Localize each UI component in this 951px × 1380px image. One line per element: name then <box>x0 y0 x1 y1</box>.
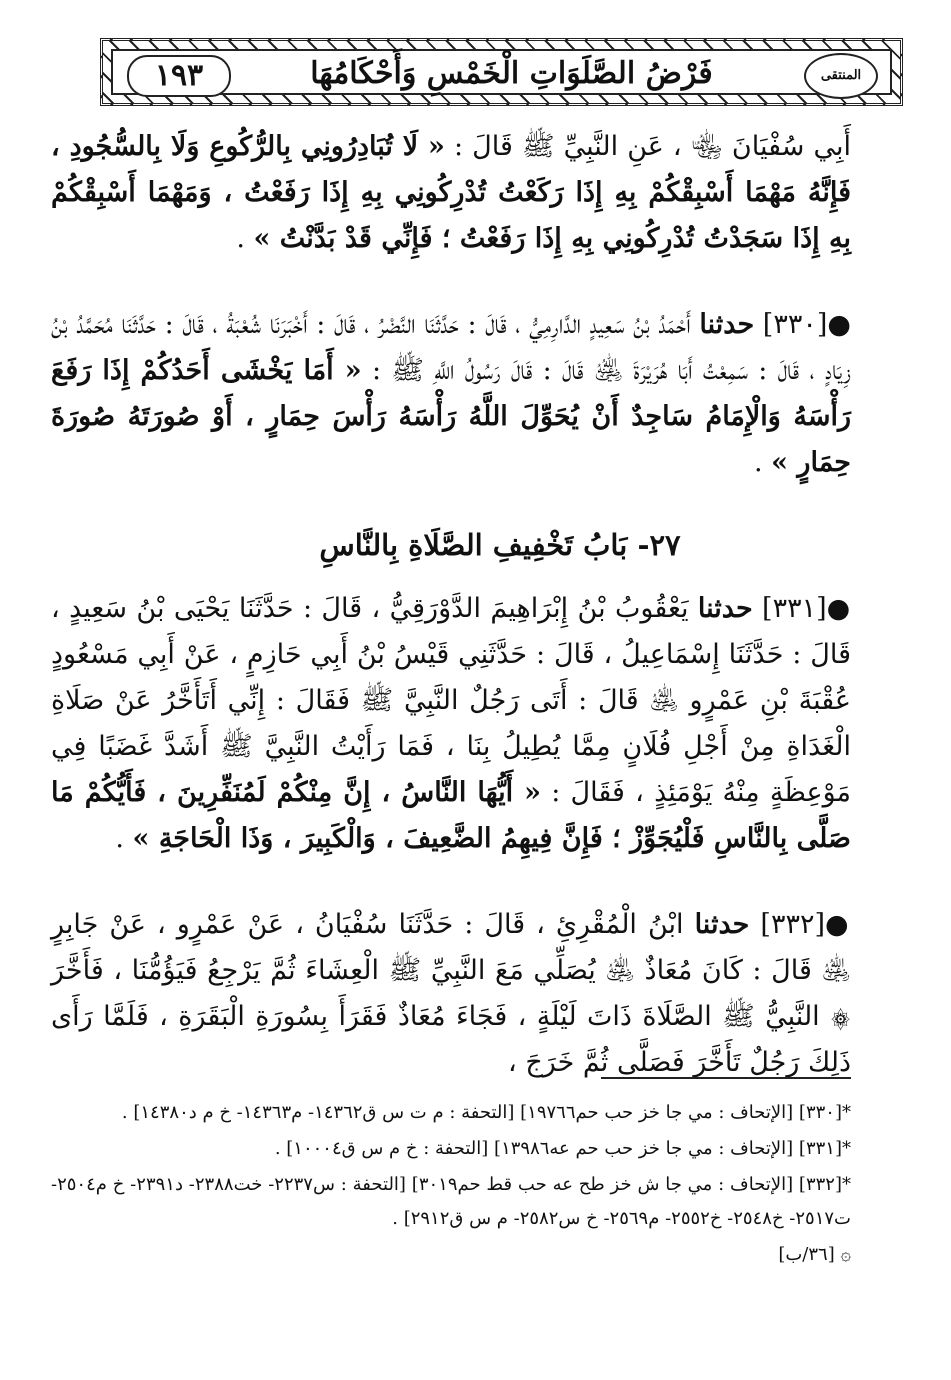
footnote-330: *[٣٣٠] [الإتحاف : مي جا خز حب حم١٩٧٦٦] [التحفة : م ت س ق١٤٣٦٢- م١٤٣٦٣- خ م د١٤٣٨٠] . <box>121 1102 851 1123</box>
footnote-divider <box>601 1077 851 1079</box>
page-number: ١٩٣ <box>127 55 231 97</box>
hadith-text: يَعْقُوبُ بْنُ إِبْرَاهِيمَ الدَّوْرَقِيُّ ، قَالَ : حَدَّثَنَا يَحْيَى بْنُ سَعِيدٍ ، قَالَ : حَدَّثَنَا إِسْمَاعِيلُ ، قَالَ : حَدَّثَنِي قَيْسُ بْنُ أَبِي حَازِمٍ ، عَنْ أَبِي مَسْعُودٍ عُقْبَةَ بْنِ عَمْرٍو ﵁ قَالَ : أَتَى رَجُلٌ النَّبِيَّ ﷺ فَقَالَ : إِنِّي أَتَأَخَّرُ عَنْ صَلَاةِ الْغَدَاةِ مِنْ أَجْلِ فُلَانٍ مِمَّا يُطِيلُ بِنَا ، فَمَا رَأَيْتُ النَّبِيَّ ﷺ أَشَدَّ غَضَبًا فِي مَوْعِظَةٍ مِنْهُ يَوْمَئِذٍ ، فَقَالَ : <box>51 593 851 808</box>
hadith-text: ابْنُ الْمُقْرِئِ ، قَالَ : حَدَّثَنَا سُفْيَانُ ، عَنْ عَمْرٍو ، عَنْ جَابِرٍ ﵁ قَالَ : كَانَ مُعَاذٌ ﵁ يُصَلِّي مَعَ النَّبِيِّ ﷺ الْعِشَاءَ ثُمَّ يَرْجِعُ فَيَؤُمُّنَا ، فَأَخَّرَ ۞ النَّبِيُّ ﷺ الصَّلَاةَ ذَاتَ لَيْلَةٍ ، فَجَاءَ مُعَاذٌ فَقَرَأَ بِسُورَةِ الْبَقَرَةِ ، فَلَمَّا رَأَى ذَلِكَ رَجُلٌ تَأَخَّرَ فَصَلَّى ثُمَّ خَرَجَ ، <box>51 909 851 1078</box>
paragraph-1 <box>51 124 851 262</box>
folio-marker: ۞ [٣٦/ب] <box>778 1244 851 1265</box>
hadith-quote: « أَيُّهَا النَّاسُ ، إِنَّ مِنْكُمْ لَمُنَفِّرِينَ ، فَأَيُّكُمْ مَا صَلَّى بِالنَّاسِ فَلْيُجَوِّزْ ؛ فَإِنَّ فِيهِمُ الضَّعِيفَ ، وَالْكَبِيرَ ، وَذَا الْحَاجَةِ » <box>51 777 851 854</box>
footnote-332: *[٣٣٢] [الإتحاف : مي جا ش خز طح عه حب قط حم٣٠١٩] [التحفة : س٢٢٣٧- خت٢٣٨٨- د٢٣٩١- خ م٢٥٠٤- ت٢٥١٧- خ٢٥٤٨- خ٢٥٥٢- م٢٥٦٩- خ س٢٥٨٢- م س ق٢٩١٢] . <box>51 1174 852 1229</box>
header-frame <box>111 49 892 95</box>
emblem-icon: المنتقى <box>804 53 878 99</box>
hadith-332 <box>51 902 851 1086</box>
haddathana-label: حدثنا <box>697 593 753 624</box>
p1-quote: « لَا تُبَادِرُونِي بِالرُّكُوعِ وَلَا بِالسُّجُودِ ، فَإِنَّهُ مَهْمَا أَسْبِقْكُمْ بِهِ إِذَا رَكَعْتُ تُدْرِكُونِي بِهِ إِذَا رَفَعْتُ ، وَمَهْمَا أَسْبِقْكُمْ بِهِ إِذَا سَجَدْتُ تُدْرِكُونِي بِهِ إِذَا رَفَعْتُ ؛ فَإِنِّي قَدْ بَدَّنْتُ » <box>51 131 851 254</box>
hadith-number: [٣٣٠] <box>762 309 828 340</box>
chapter-title: ٢٧- بَابُ تَخْفِيفِ الصَّلَاةِ بِالنَّاسِ <box>319 528 681 562</box>
hadith-330 <box>51 302 851 486</box>
hadith-quote: « أَمَا يَخْشَى أَحَدُكُمْ إِذَا رَفَعَ رَأْسَهُ وَالْإِمَامُ سَاجِدٌ أَنْ يُحَوِّلَ اللَّهُ رَأْسَهُ رَأْسَ حِمَارٍ ، أَوْ صُورَتَهُ صُورَةَ حِمَارٍ » <box>51 355 851 478</box>
haddathana-label: حدثنا <box>694 909 750 940</box>
running-title: فَرْضُ الصَّلَوَاتِ الْخَمْسِ وَأَحْكَامُهَا <box>310 56 713 91</box>
haddathana-label: حدثنا <box>699 309 755 340</box>
hadith-end: . <box>115 823 133 854</box>
hadith-331 <box>51 586 851 862</box>
p1-end: . <box>236 223 254 254</box>
hadith-end: . <box>753 447 772 478</box>
bullet-icon: ● <box>827 309 852 340</box>
bullet-icon: ● <box>826 593 851 624</box>
footnote-331: *[٣٣١] [الإتحاف : مي جا خز حب حم عه١٣٩٨٦] [التحفة : خ م س ق١٠٠٠٤] . <box>274 1138 851 1159</box>
bullet-icon: ● <box>825 909 852 940</box>
hadith-number: [٣٣٢] <box>760 909 825 940</box>
p1-intro: أَبِي سُفْيَانَ ﵄ ، عَنِ النَّبِيِّ ﷺ قَالَ : <box>453 131 851 162</box>
hadith-text: أَحْمَدُ بْنُ سَعِيدٍ الدَّارِمِيُّ ، قَالَ : حَدَّثَنَا النَّضْرُ ، قَالَ : أَخْبَرَنَا شُعْبَةُ ، قَالَ : حَدَّثَنَا مُحَمَّدُ بْنُ زِيَادٍ ، قَالَ : سَمِعْتُ أَبَا هُرَيْرَةَ ﵁ قَالَ : قَالَ رَسُولُ اللَّهِ ﷺ : <box>51 309 851 386</box>
footnotes <box>51 1096 851 1274</box>
page-header <box>100 38 903 106</box>
hadith-number: [٣٣١] <box>762 593 827 624</box>
